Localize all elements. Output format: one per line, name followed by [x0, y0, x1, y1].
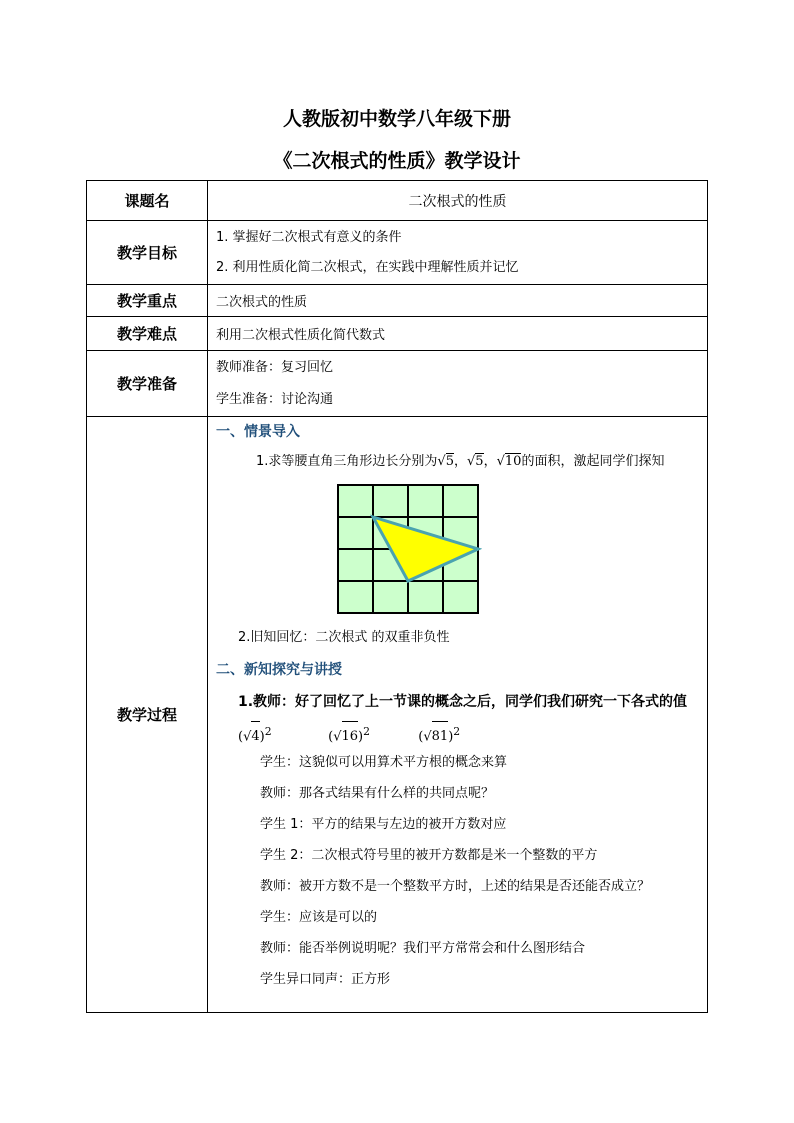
label-key: 教学重点 — [87, 285, 208, 317]
question-1: 1.求等腰直角三角形边长分别为√5，√5，√10的面积，激起同学们探知 — [256, 454, 665, 469]
square-expressions — [216, 717, 707, 747]
expr-2: $(√16)^2$ — [328, 717, 414, 752]
dialog-line: 学生：这貌似可以用算术平方根的概念来算 — [260, 755, 508, 770]
expr-radicand: 81 — [432, 721, 449, 752]
label-goals: 教学目标 — [87, 221, 208, 285]
label-topic: 课题名 — [87, 181, 208, 221]
value-topic: 二次根式的性质 — [208, 181, 708, 221]
question-2: 2.旧知回忆：二次根式 的双重非负性 — [238, 630, 450, 645]
dialog-line: 教师：那各式结果有什么样的共同点呢？ — [260, 786, 495, 801]
dialog-line: 学生异口同声：正方形 — [260, 972, 391, 987]
label-difficulty: 教学难点 — [87, 317, 208, 351]
section-heading-explore: 二、新知探究与讲授 — [216, 662, 342, 678]
exponent: 2 — [363, 725, 371, 738]
value-goals — [208, 221, 708, 285]
label-process: 教学过程 — [87, 417, 208, 1013]
section-heading-intro: 一、情景导入 — [216, 424, 300, 440]
dialog-line: 学生 1：平方的结果与左边的被开方数对应 — [260, 817, 507, 832]
teacher-prompt: 1.教师：好了回忆了上一节课的概念之后，同学们我们研究一下各式的值 — [238, 694, 688, 710]
value-process — [208, 417, 708, 1013]
doc-title-line2: 《二次根式的性质》教学设计 — [273, 150, 521, 172]
dialog-line: 教师：能否举例说明呢？我们平方常常会和什么图形结合 — [260, 941, 586, 956]
lesson-plan-table — [86, 180, 708, 1013]
expr-3: $(√81)^2$ — [418, 717, 504, 752]
prep-item: 教师准备：复习回忆 — [216, 359, 334, 375]
label-prep: 教学准备 — [87, 351, 208, 417]
exponent: 2 — [453, 725, 461, 738]
value-prep — [208, 351, 708, 417]
prep-item: 学生准备：讨论沟通 — [216, 391, 334, 407]
grid-triangle-svg — [336, 483, 482, 617]
exponent: 2 — [264, 725, 272, 738]
dialog-line: 学生 2：二次根式符号里的被开方数都是米一个整数的平方 — [260, 848, 598, 863]
doc-title-line1: 人教版初中数学八年级下册 — [282, 108, 511, 130]
goal-item: 1. 掌握好二次根式有意义的条件 — [216, 229, 402, 245]
value-difficulty: 利用二次根式性质化简代数式 — [208, 317, 708, 351]
dialog-line: 学生：应该是可以的 — [260, 910, 378, 925]
separator: ， — [453, 454, 467, 469]
sqrt-radicand: 10 — [504, 454, 522, 469]
separator: ， — [483, 454, 497, 469]
expr-radicand: 16 — [342, 721, 359, 752]
dialog-line: 教师：被开方数不是一个整数平方时，上述的结果是否还能否成立？ — [260, 879, 651, 894]
goal-item: 2. 利用性质化简二次根式，在实践中理解性质并记忆 — [216, 259, 519, 275]
expr-1: $(√4)^2$ — [238, 717, 324, 752]
value-key: 二次根式的性质 — [208, 285, 708, 317]
q1-suffix: 的面积，激起同学们探知 — [521, 454, 665, 469]
expr-radicand: 4 — [251, 721, 259, 752]
q1-prefix: 1.求等腰直角三角形边长分别为 — [256, 454, 438, 469]
sqrt-radicand: 5 — [475, 454, 484, 469]
grid-triangle-figure — [216, 477, 707, 623]
sqrt-radicand: 5 — [445, 454, 454, 469]
